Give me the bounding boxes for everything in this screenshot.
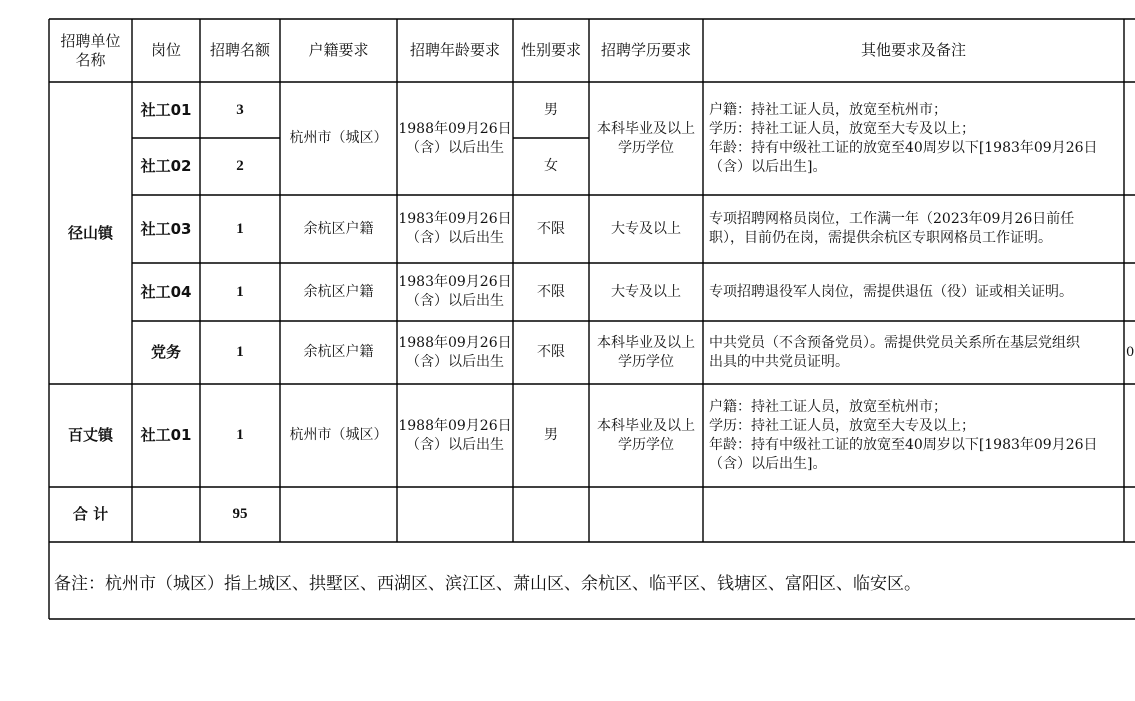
row6-position: 社工01 (140, 426, 192, 444)
row6-age-line1: 1988年09月26日 (398, 417, 512, 434)
header-gender: 性别要求 (520, 41, 581, 59)
row1-gender: 男 (544, 101, 558, 118)
header-position: 岗位 (150, 41, 181, 59)
row5-other (703, 321, 1124, 384)
row3-quota: 1 (236, 220, 244, 237)
row1-quota: 3 (236, 101, 244, 118)
row3-gender: 不限 (537, 220, 565, 237)
unit-baizhang: 百丈镇 (67, 426, 113, 444)
row4-age-line2: （含）以后出生 (406, 293, 504, 309)
header-other: 其他要求及备注 (860, 41, 966, 59)
row5-other-line2: 出具的中共党员证明。 (709, 353, 849, 370)
row3-position: 社工03 (140, 219, 192, 238)
row1-2-education-line1: 本科毕业及以上 (597, 120, 695, 137)
total-quota: 95 (232, 506, 248, 522)
row5-quota: 1 (236, 344, 244, 360)
header-unit-line1: 招聘单位 (60, 31, 121, 50)
row5-other-line1: 中共党员（不含预备党员）。需提供党员关系所在基层党组织 (709, 334, 1080, 351)
header-education: 招聘学历要求 (600, 41, 691, 59)
row6-education-line1: 本科毕业及以上 (597, 417, 695, 434)
row1-2-age-line1: 1988年09月26日 (398, 120, 512, 137)
total-label: 合 计 (72, 505, 109, 523)
row6-quota: 1 (236, 427, 244, 443)
row5-age-line2: （含）以后出生 (406, 353, 504, 370)
row6-age (397, 384, 513, 487)
row6-other-line3: 年龄：持有中级社工证的放宽至40周岁以下[1983年09月26日 (709, 436, 1098, 453)
row5-position: 党务 (150, 343, 181, 361)
row1-2-hukou: 杭州市（城区） (289, 130, 388, 146)
header-unit (49, 19, 132, 82)
row6-age-line2: （含）以后出生 (406, 436, 504, 453)
row3-other-line1: 专项招聘网格员岗位，工作满一年（2023年09月26日前任 (709, 211, 1075, 227)
row6-other-line1: 户籍：持社工证人员，放宽至杭州市； (709, 398, 947, 415)
row4-other (703, 263, 1124, 321)
row1-position: 社工01 (140, 100, 192, 119)
row4-age (397, 263, 513, 321)
row6-other-line4: （含）以后出生]。 (709, 455, 827, 472)
row4-other-line1: 专项招聘退役军人岗位，需提供退伍（役）证或相关证明。 (709, 283, 1073, 300)
row6-education-line2: 学历学位 (618, 436, 674, 453)
row1-2-other-line1: 户籍：持社工证人员，放宽至杭州市； (709, 101, 947, 118)
row5-hukou: 余杭区户籍 (303, 344, 374, 360)
header-unit-line2: 名称 (75, 50, 106, 69)
row3-age-line1: 1983年09月26日 (398, 211, 512, 227)
row3-education: 大专及以上 (611, 220, 681, 237)
row3-age-line2: （含）以后出生 (406, 230, 504, 246)
row5-education (589, 321, 703, 384)
row5-education-line1: 本科毕业及以上 (597, 334, 695, 351)
row2-gender: 女 (544, 158, 558, 174)
row4-gender: 不限 (537, 283, 565, 300)
row3-age (397, 195, 513, 263)
row4-hukou: 余杭区户籍 (303, 283, 374, 300)
row5-gender: 不限 (537, 344, 565, 360)
row5-overflow-text: 0 (1126, 345, 1135, 360)
row1-2-education (589, 82, 703, 195)
row2-position: 社工02 (140, 157, 192, 175)
row3-hukou: 余杭区户籍 (303, 220, 374, 237)
footnote-text: 备注：杭州市（城区）指上城区、拱墅区、西湖区、滨江区、萧山区、余杭区、临平区、钱塘区、富阳区、临安区。 (54, 574, 921, 594)
row2-quota: 2 (236, 158, 244, 174)
row1-2-other-line3: 年龄：持有中级社工证的放宽至40周岁以下[1983年09月26日 (709, 139, 1098, 156)
row5-age (397, 321, 513, 384)
row1-2-other-line4: （含）以后出生]。 (709, 158, 827, 175)
row4-age-line1: 1983年09月26日 (398, 274, 512, 290)
header-quota: 招聘名额 (209, 41, 270, 59)
row3-other-line2: 职），目前仍在岗，需提供余杭区专职网格员工作证明。 (709, 230, 1052, 246)
row1-2-education-line2: 学历学位 (618, 139, 674, 156)
unit-jingshan: 径山镇 (67, 223, 113, 242)
row4-education: 大专及以上 (611, 283, 681, 300)
row6-other-line2: 学历：持社工证人员，放宽至大专及以上； (709, 417, 975, 434)
row3-other (703, 195, 1124, 263)
row1-2-age-line2: （含）以后出生 (406, 139, 504, 156)
row4-position: 社工04 (140, 282, 192, 301)
row1-2-other (703, 82, 1124, 195)
row6-hukou: 杭州市（城区） (289, 427, 388, 443)
row1-2-age (397, 82, 513, 195)
row4-quota: 1 (236, 283, 244, 300)
row6-other (703, 384, 1124, 487)
header-hukou: 户籍要求 (308, 41, 369, 59)
header-age: 招聘年龄要求 (409, 41, 500, 59)
row6-gender: 男 (544, 427, 558, 443)
row6-education (589, 384, 703, 487)
row5-education-line2: 学历学位 (618, 353, 674, 370)
row1-2-other-line2: 学历：持社工证人员，放宽至大专及以上； (709, 120, 975, 137)
row5-age-line1: 1988年09月26日 (398, 334, 512, 351)
